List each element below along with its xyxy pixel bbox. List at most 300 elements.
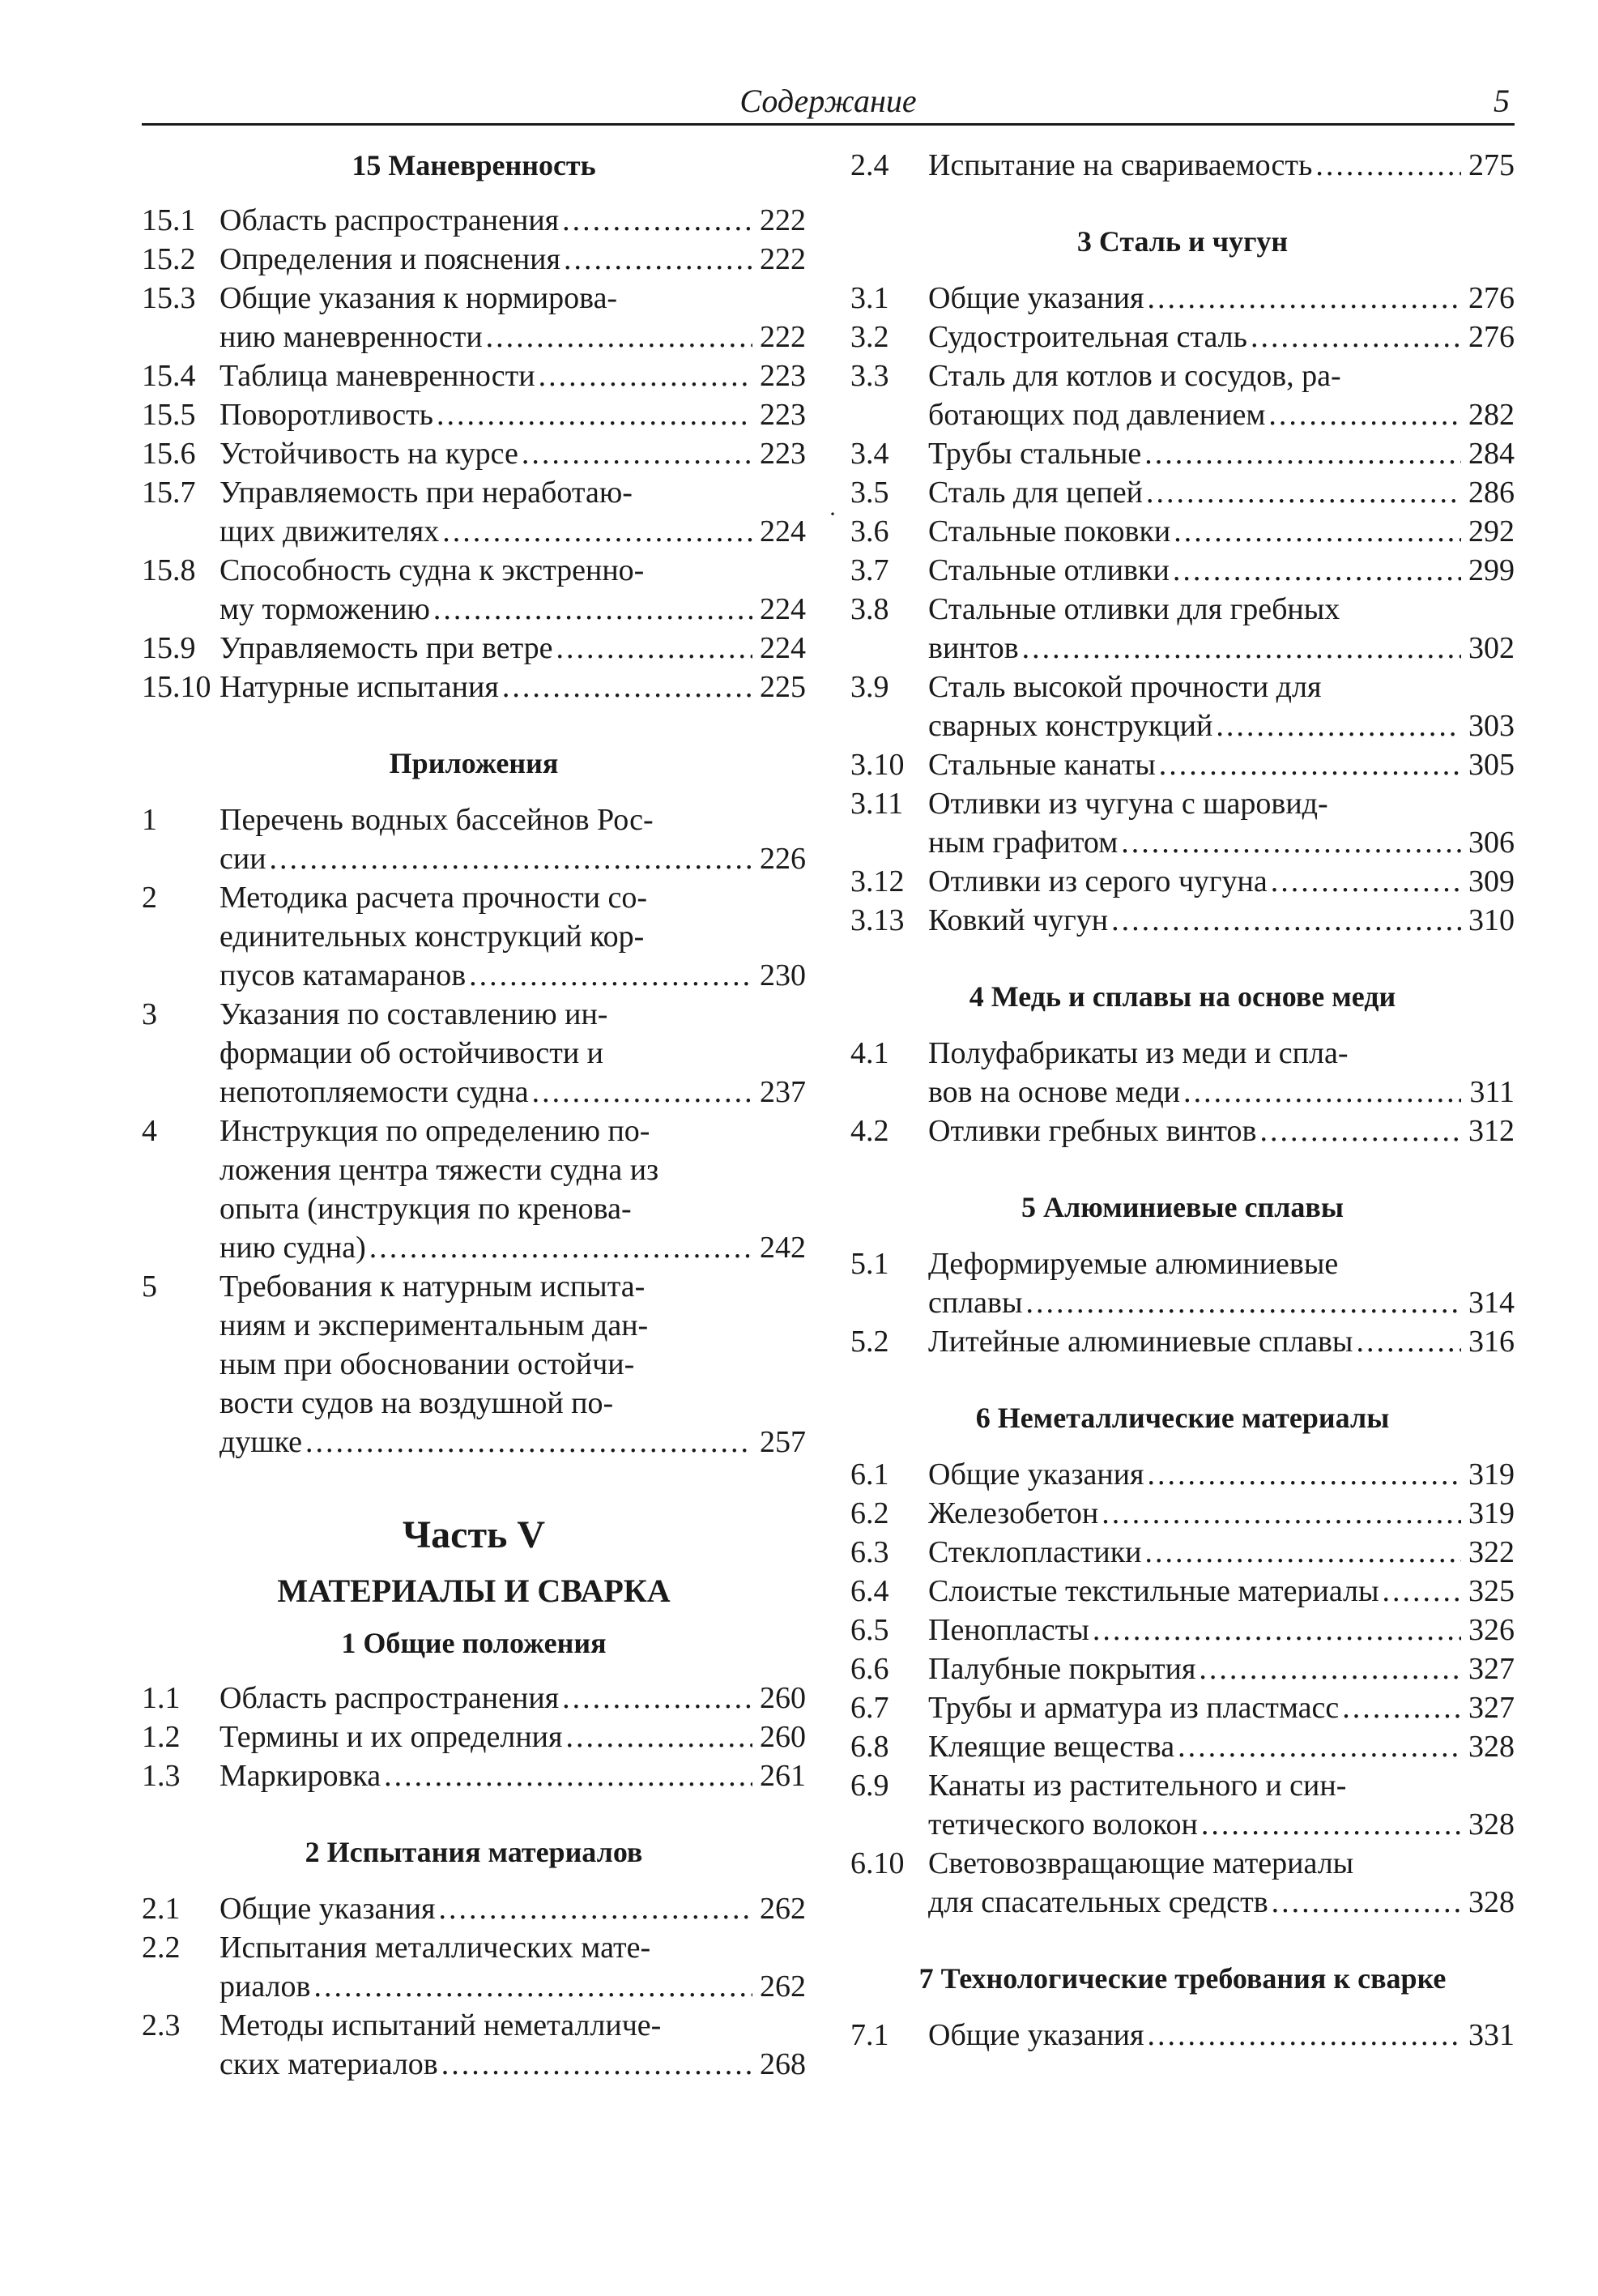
- entry-body: [219, 434, 806, 473]
- entry-number: 2.3: [142, 2008, 181, 2042]
- dot-leader: [1356, 1322, 1461, 1361]
- entry-text-line: Канаты из растительного и син-: [928, 1769, 1347, 1803]
- entry-number: 5.2: [850, 1325, 889, 1359]
- entry-number: 6.7: [850, 1691, 889, 1725]
- entry-body: [219, 551, 806, 629]
- toc-entry: [850, 1244, 1515, 1322]
- toc-entry: [850, 1572, 1515, 1611]
- entry-number: 6.3: [850, 1535, 889, 1569]
- toc-entry: [142, 1928, 806, 2006]
- entry-title: Пенопласты: [928, 1613, 1089, 1647]
- entry-page: 223: [760, 359, 806, 393]
- toc-entry: [142, 878, 806, 995]
- entry-last-line: [219, 2045, 806, 2084]
- entry-last-line: [219, 629, 806, 668]
- entry-title: непотопляемости судна: [219, 1075, 529, 1109]
- entry-text-line: Управляемость при неработаю-: [219, 476, 633, 510]
- entry-last-line: [928, 2016, 1515, 2055]
- entry-last-line: [928, 1611, 1515, 1649]
- entry-last-line: [928, 629, 1515, 668]
- dot-leader: [433, 590, 752, 629]
- toc-entry: [142, 551, 806, 629]
- entry-title: Общие указания: [219, 1892, 436, 1926]
- toc-entry: [142, 201, 806, 240]
- toc-entry: [142, 1267, 806, 1462]
- toc-list: [850, 279, 1515, 940]
- entry-lines: [928, 784, 1515, 823]
- entry-title: Определения и пояснения: [219, 242, 560, 276]
- entry-last-line: [928, 318, 1515, 356]
- entry-page: 322: [1468, 1535, 1515, 1569]
- entry-title: риалов: [219, 1970, 311, 2004]
- entry-last-line: [219, 1423, 806, 1462]
- entry-number: 6.9: [850, 1769, 889, 1803]
- entry-lines: [928, 1766, 1515, 1805]
- entry-page: 306: [1468, 826, 1515, 860]
- entry-number: 15.5: [142, 398, 196, 432]
- entry-title: Сталь для цепей: [928, 476, 1143, 510]
- entry-number: 15.4: [142, 359, 196, 393]
- entry-last-line: [928, 395, 1515, 434]
- entry-last-line: [219, 1718, 806, 1756]
- dot-leader: [1383, 1572, 1461, 1611]
- entry-title: му торможению: [219, 592, 430, 626]
- dot-leader: [1342, 1688, 1461, 1727]
- running-title: Содержание: [739, 83, 917, 119]
- dot-leader: [1201, 1805, 1461, 1844]
- toc-entry: [850, 1494, 1515, 1533]
- dot-leader: [1271, 862, 1461, 901]
- dot-leader: [539, 356, 752, 395]
- entry-last-line: [928, 279, 1515, 318]
- entry-lines: [928, 356, 1515, 395]
- entry-last-line: [219, 1073, 806, 1112]
- entry-page: 328: [1468, 1730, 1515, 1764]
- toc-entry: [142, 434, 806, 473]
- dot-leader: [369, 1228, 752, 1267]
- entry-text-line: ложения центра тяжести судна из: [219, 1153, 659, 1187]
- entry-title: Область распространения: [219, 203, 560, 237]
- dot-leader: [1148, 1455, 1461, 1494]
- entry-last-line: [928, 1322, 1515, 1361]
- entry-number: 6.8: [850, 1730, 889, 1764]
- entry-number: 7.1: [850, 2018, 889, 2052]
- entry-last-line: [928, 434, 1515, 473]
- entry-last-line: [928, 1533, 1515, 1572]
- entry-number: 4: [142, 1114, 157, 1148]
- entry-text-line: Сталь для котлов и сосудов, ра-: [928, 359, 1341, 393]
- entry-title: Устойчивость на курсе: [219, 437, 518, 471]
- entry-body: [928, 146, 1515, 185]
- entry-body: [928, 473, 1515, 512]
- toc-entry: [850, 551, 1515, 590]
- toc-entry: [142, 240, 806, 279]
- entry-title: Стальные поковки: [928, 514, 1171, 548]
- entry-text-line: Требования к натурным испыта-: [219, 1270, 646, 1304]
- entry-title: Таблица маневренности: [219, 359, 535, 393]
- entry-last-line: [219, 956, 806, 995]
- entry-page: 224: [760, 514, 806, 548]
- entry-body: [219, 878, 806, 995]
- entry-text-line: Общие указания к нормирова-: [219, 281, 618, 315]
- toc-entry: [142, 2006, 806, 2084]
- entry-number: 15.6: [142, 437, 196, 471]
- toc-entry: [850, 745, 1515, 784]
- entry-lines: [219, 800, 806, 839]
- toc-entry: [142, 279, 806, 356]
- toc-entry: [850, 1112, 1515, 1150]
- toc-entry: [850, 1766, 1515, 1844]
- entry-body: [928, 551, 1515, 590]
- dot-leader: [469, 956, 752, 995]
- toc-entry: [850, 784, 1515, 862]
- dot-leader: [441, 2045, 752, 2084]
- entry-text-line: Испытания металлических мате-: [219, 1931, 651, 1965]
- entry-number: 15.2: [142, 242, 196, 276]
- toc-entry: [142, 629, 806, 668]
- toc-entry: [142, 800, 806, 878]
- entry-text-line: Световозвращающие материалы: [928, 1846, 1354, 1880]
- entry-last-line: [219, 512, 806, 551]
- entry-last-line: [928, 512, 1515, 551]
- left-column: [142, 146, 806, 2084]
- entry-title: Натурные испытания: [219, 670, 499, 704]
- entry-last-line: [928, 1649, 1515, 1688]
- entry-title: сии: [219, 842, 266, 876]
- toc-entry: [142, 473, 806, 551]
- entry-number: 6.5: [850, 1613, 889, 1647]
- entry-title: Общие указания: [928, 281, 1144, 315]
- dot-leader: [1148, 2016, 1461, 2055]
- toc-entry: [850, 1034, 1515, 1112]
- toc-list: [142, 800, 806, 1462]
- entry-text-line: Методика расчета прочности со-: [219, 881, 648, 915]
- toc-entry: [850, 434, 1515, 473]
- entry-title: ботающих под давлением: [928, 398, 1266, 432]
- entry-body: [928, 1844, 1515, 1922]
- entry-number: 3.12: [850, 864, 905, 898]
- entry-page: 276: [1468, 320, 1515, 354]
- entry-last-line: [219, 395, 806, 434]
- entry-last-line: [219, 434, 806, 473]
- toc-list: [850, 1034, 1515, 1150]
- section-title: 7 Технологические требования к сварке: [918, 1962, 1447, 1995]
- toc-entry: [850, 1322, 1515, 1361]
- entry-title: Область распространения: [219, 1681, 560, 1715]
- entry-body: [219, 1718, 806, 1756]
- dot-leader: [564, 240, 752, 279]
- entry-body: [928, 1244, 1515, 1322]
- entry-number: 3.11: [850, 787, 904, 821]
- entry-page: 223: [760, 398, 806, 432]
- entry-title: ских материалов: [219, 2047, 438, 2081]
- entry-last-line: [928, 1572, 1515, 1611]
- entry-number: 3.8: [850, 592, 889, 626]
- dot-leader: [1216, 706, 1461, 745]
- entry-body: [928, 1533, 1515, 1572]
- entry-title: Маркировка: [219, 1759, 381, 1793]
- toc-entry: [850, 1727, 1515, 1766]
- entry-number: 6.4: [850, 1574, 889, 1608]
- entry-last-line: [928, 473, 1515, 512]
- entry-lines: [219, 1112, 806, 1228]
- entry-last-line: [219, 356, 806, 395]
- entry-number: 6.6: [850, 1652, 889, 1686]
- entry-page: 237: [760, 1075, 806, 1109]
- entry-body: [928, 434, 1515, 473]
- toc-entry: [850, 862, 1515, 901]
- entry-number: 15.9: [142, 631, 196, 665]
- entry-page: 327: [1468, 1652, 1515, 1686]
- dot-leader: [1022, 629, 1461, 668]
- toc-entry: [850, 1611, 1515, 1649]
- dot-leader: [1144, 434, 1461, 473]
- entry-page: 268: [760, 2047, 806, 2081]
- entry-page: 312: [1468, 1114, 1515, 1148]
- entry-body: [928, 512, 1515, 551]
- dot-leader: [442, 512, 752, 551]
- entry-page: 305: [1468, 748, 1515, 782]
- entry-page: 299: [1468, 553, 1515, 587]
- entry-number: 5.1: [850, 1247, 889, 1281]
- entry-last-line: [928, 706, 1515, 745]
- entry-text-line: опыта (инструкция по кренова-: [219, 1192, 632, 1226]
- entry-number: 6.10: [850, 1846, 905, 1880]
- entry-body: [219, 2006, 806, 2084]
- entry-page: 311: [1469, 1075, 1515, 1109]
- entry-page: 260: [760, 1681, 806, 1715]
- dot-leader: [502, 668, 752, 706]
- entry-number: 2.4: [850, 148, 889, 182]
- dot-leader: [532, 1073, 752, 1112]
- toc-entry: [850, 1455, 1515, 1494]
- toc-entry: [142, 1756, 806, 1795]
- entry-title: Слоистые текстильные материалы: [928, 1574, 1379, 1608]
- entry-title: Общие указания: [928, 1457, 1144, 1492]
- entry-title: пусов катамаранов: [219, 958, 467, 992]
- right-column: [850, 146, 1515, 2055]
- entry-last-line: [928, 901, 1515, 940]
- toc-list: [142, 201, 806, 706]
- entry-last-line: [928, 146, 1515, 185]
- entry-lines: [219, 473, 806, 512]
- entry-title: ным графитом: [928, 826, 1119, 860]
- toc-entry: [142, 995, 806, 1112]
- entry-title: Управляемость при ветре: [219, 631, 553, 665]
- entry-title: Поворотливость: [219, 398, 434, 432]
- dot-leader: [522, 434, 752, 473]
- entry-last-line: [928, 1883, 1515, 1922]
- entry-page: 284: [1468, 437, 1515, 471]
- toc-list: [142, 1679, 806, 1795]
- dot-leader: [1251, 318, 1461, 356]
- entry-body: [219, 629, 806, 668]
- part-subtitle: МАТЕРИАЛЫ И СВАРКА: [277, 1573, 671, 1609]
- dot-leader: [1111, 901, 1461, 940]
- entry-page: 316: [1468, 1325, 1515, 1359]
- entry-page: 276: [1468, 281, 1515, 315]
- entry-lines: [219, 551, 806, 590]
- entry-title: Ковкий чугун: [928, 903, 1109, 937]
- entry-page: 224: [760, 592, 806, 626]
- entry-body: [219, 473, 806, 551]
- entry-title: Стальные канаты: [928, 748, 1156, 782]
- dot-leader: [1268, 395, 1461, 434]
- dot-leader: [1026, 1283, 1461, 1322]
- dot-leader: [1315, 146, 1461, 185]
- entry-text-line: Методы испытаний неметалличе-: [219, 2008, 662, 2042]
- entry-title: щих движителях: [219, 514, 440, 548]
- dot-leader: [1148, 279, 1461, 318]
- entry-last-line: [928, 1073, 1515, 1112]
- dot-leader: [270, 839, 752, 878]
- entry-text-line: Указания по составлению ин-: [219, 997, 608, 1031]
- entry-page: 319: [1468, 1457, 1515, 1492]
- entry-page: 314: [1468, 1286, 1515, 1320]
- entry-title: винтов: [928, 631, 1019, 665]
- dot-leader: [305, 1423, 752, 1462]
- entry-text-line: Отливки из чугуна с шаровид-: [928, 787, 1328, 821]
- entry-body: [219, 1756, 806, 1795]
- entry-page: 292: [1468, 514, 1515, 548]
- entry-body: [219, 279, 806, 356]
- dot-leader: [1146, 473, 1461, 512]
- entry-body: [219, 995, 806, 1112]
- entry-page: 325: [1468, 1574, 1515, 1608]
- entry-last-line: [219, 668, 806, 706]
- entry-page: 328: [1468, 1807, 1515, 1841]
- entry-body: [219, 1112, 806, 1267]
- toc-list: [850, 1244, 1515, 1361]
- entry-text-line: Способность судна к экстренно-: [219, 553, 645, 587]
- entry-last-line: [219, 590, 806, 629]
- entry-body: [928, 1611, 1515, 1649]
- entry-lines: [219, 995, 806, 1073]
- entry-title: сплавы: [928, 1286, 1023, 1320]
- entry-body: [928, 1688, 1515, 1727]
- entry-title: Отливки из серого чугуна: [928, 864, 1268, 898]
- entry-title: Термины и их определния: [219, 1720, 563, 1754]
- entry-last-line: [928, 1283, 1515, 1322]
- dot-leader: [1145, 1533, 1461, 1572]
- entry-title: тетического волокон: [928, 1807, 1198, 1841]
- entry-title: Клеящие вещества: [928, 1730, 1175, 1764]
- entry-number: 4.2: [850, 1114, 889, 1148]
- entry-last-line: [219, 240, 806, 279]
- entry-number: 6.1: [850, 1457, 889, 1492]
- entry-last-line: [928, 1688, 1515, 1727]
- entry-number: 3.4: [850, 437, 889, 471]
- toc-entry: [850, 668, 1515, 745]
- entry-text-line: Полуфабрикаты из меди и спла-: [928, 1036, 1349, 1070]
- entry-number: 2: [142, 881, 157, 915]
- entry-last-line: [928, 1455, 1515, 1494]
- entry-body: [219, 1889, 806, 1928]
- toc-list: [850, 146, 1515, 185]
- entry-text-line: Перечень водных бассейнов Рос-: [219, 803, 654, 837]
- entry-last-line: [928, 1494, 1515, 1533]
- entry-body: [928, 318, 1515, 356]
- entry-title: Судостроительная сталь: [928, 320, 1247, 354]
- entry-number: 6.2: [850, 1496, 889, 1530]
- dot-leader: [1178, 1727, 1461, 1766]
- entry-body: [928, 1034, 1515, 1112]
- dot-leader: [1159, 745, 1461, 784]
- entry-page: 303: [1468, 709, 1515, 743]
- entry-title: Трубы и арматура из пластмасс: [928, 1691, 1340, 1725]
- entry-title: вов на основе меди: [928, 1075, 1181, 1109]
- entry-title: Стеклопластики: [928, 1535, 1142, 1569]
- entry-text-line: формации об остойчивости и: [219, 1036, 604, 1070]
- entry-body: [928, 279, 1515, 318]
- entry-last-line: [219, 1967, 806, 2006]
- entry-lines: [219, 279, 806, 318]
- entry-number: 3.1: [850, 281, 889, 315]
- entry-title: Общие указания: [928, 2018, 1144, 2052]
- entry-page: 331: [1468, 2018, 1515, 2052]
- toc-entry: [850, 2016, 1515, 2055]
- toc-list: [850, 2016, 1515, 2055]
- entry-title: Стальные отливки: [928, 553, 1170, 587]
- entry-body: [928, 1112, 1515, 1150]
- entry-last-line: [219, 1228, 806, 1267]
- dot-leader: [556, 629, 752, 668]
- dot-leader: [562, 201, 752, 240]
- dot-leader: [1183, 1073, 1461, 1112]
- entry-body: [928, 668, 1515, 745]
- entry-page: 257: [760, 1425, 806, 1459]
- entry-number: 15.3: [142, 281, 196, 315]
- entry-title: Палубные покрытия: [928, 1652, 1196, 1686]
- entry-number: 2.2: [142, 1931, 181, 1965]
- entry-last-line: [219, 1679, 806, 1718]
- entry-body: [928, 356, 1515, 434]
- entry-body: [219, 1928, 806, 2006]
- entry-number: 3.13: [850, 903, 905, 937]
- entry-body: [928, 590, 1515, 668]
- entry-body: [928, 1322, 1515, 1361]
- entry-page: 262: [760, 1892, 806, 1926]
- entry-body: [928, 1494, 1515, 1533]
- entry-last-line: [928, 823, 1515, 862]
- entry-page: 222: [760, 320, 806, 354]
- entry-text-line: Стальные отливки для гребных: [928, 592, 1340, 626]
- entry-number: 5: [142, 1270, 157, 1304]
- entry-text-line: единительных конструкций кор-: [219, 920, 645, 954]
- entry-number: 1: [142, 803, 157, 837]
- section-title: 1 Общие положения: [341, 1627, 607, 1659]
- entry-text-line: ниям и экспериментальным дан-: [219, 1308, 649, 1342]
- entry-title: Железобетон: [928, 1496, 1099, 1530]
- toc-entry: [850, 356, 1515, 434]
- entry-number: 3.10: [850, 748, 905, 782]
- toc-entry: [850, 1533, 1515, 1572]
- entry-body: [928, 784, 1515, 862]
- toc-entry: [142, 1889, 806, 1928]
- entry-last-line: [928, 1805, 1515, 1844]
- dot-leader: [1272, 1883, 1461, 1922]
- toc-list: [142, 1889, 806, 2084]
- toc-entry: [142, 1718, 806, 1756]
- toc-entry: [142, 668, 806, 706]
- entry-lines: [928, 668, 1515, 706]
- entry-last-line: [928, 1727, 1515, 1766]
- entry-body: [928, 1649, 1515, 1688]
- section-title: 4 Медь и сплавы на основе меди: [969, 980, 1396, 1013]
- entry-body: [219, 1267, 806, 1462]
- toc-entry: [142, 1112, 806, 1267]
- entry-last-line: [219, 1756, 806, 1795]
